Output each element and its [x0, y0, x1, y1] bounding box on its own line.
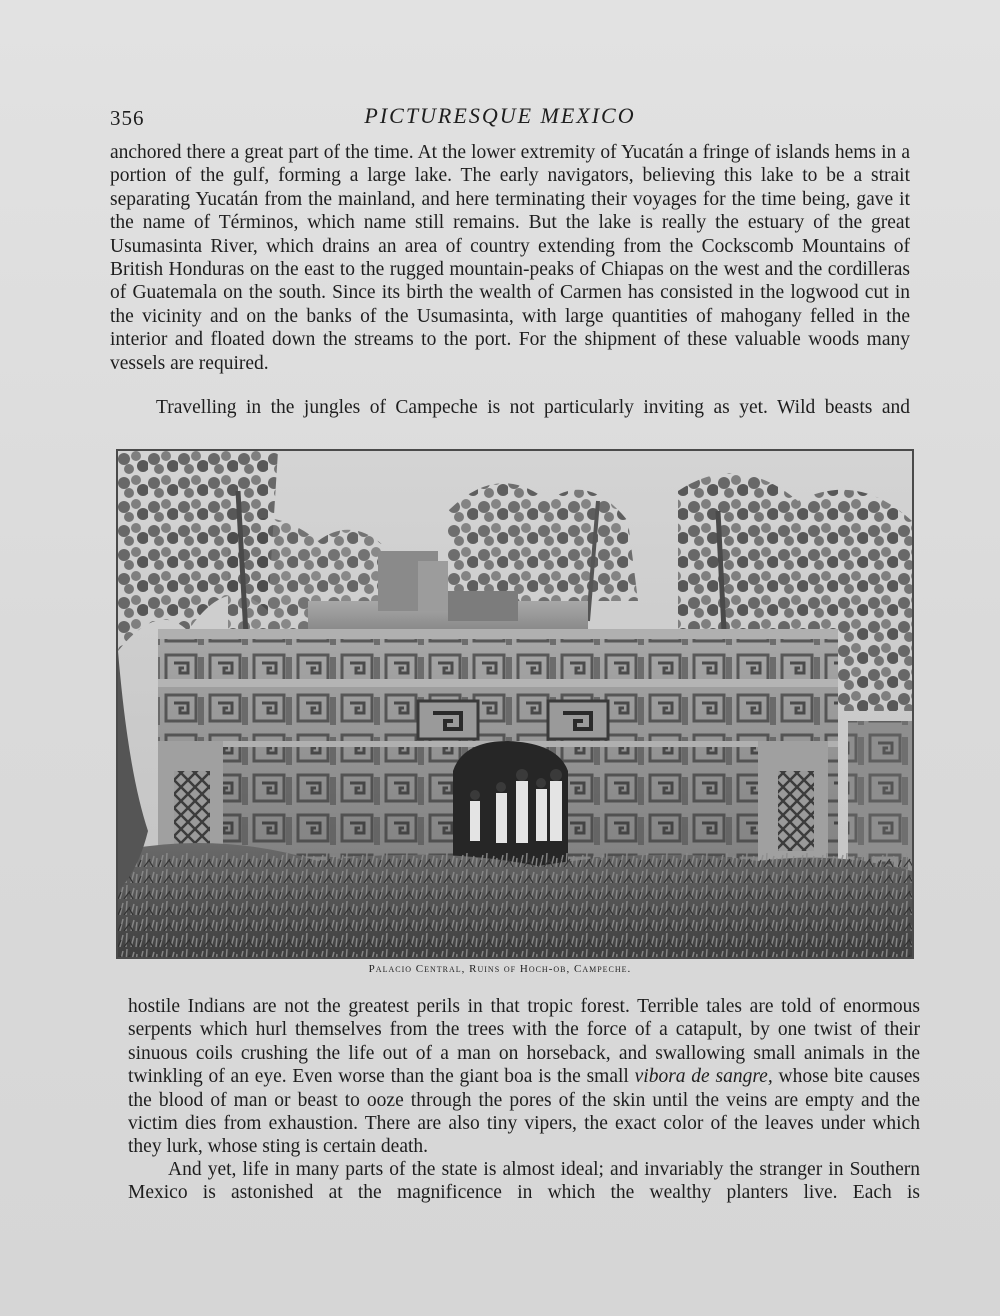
paragraph-4: And yet, life in many parts of the state is almost ideal; and invariably the stranger in Southern Mexico is astonished at the magnificence in which the wealthy planters live. Each is: [128, 1159, 920, 1204]
paragraph-3: [128, 995, 920, 1159]
running-title: PICTURESQUE MEXICO: [364, 103, 636, 128]
paragraph-3-text-b: whose bite causes the blood of man or beast to ooze through the pores of the skin until the veins are empty and the victim dies from exhaustion. There are also tiny vipers, the exact color of the leaves under which they lurk, whose sting is certain death.: [128, 1066, 920, 1158]
paragraph-3-italic-term: vibora de sangre,: [634, 1066, 773, 1088]
paragraph-2: Travelling in the jungles of Campeche is not particularly inviting as yet. Wild beasts and: [156, 397, 910, 418]
paragraph-3-text-a: hostile Indians are not the greatest perils in that tropic forest. Terrible tales are told of enormous serpents which hurl themselves from the trees with the force of a catapult, by one twist of their sinuous coils crushing the life out of a man on horseback, and swallowing small animals in the twinkling of an eye. Even worse than the giant boa is the small: [128, 996, 920, 1088]
ruins-photograph: [116, 449, 914, 959]
paragraph-1: anchored there a great part of the time. At the lower extremity of Yucatán a fringe of islands hems in a portion of the gulf, forming a large lake. The early navigators, believing this lake to be a strait separating Yucatán from the mainland, and here terminating their voyages for the time being, gave it the name of Términos, which name still remains. But the lake is really the estuary of the great Usumasinta River, which drains an area of country extending from the Cockscomb Mountains of British Honduras on the east to the rugged mountain-peaks of Chiapas on the west and the cordilleras of Guatemala on the south. Since its birth the wealth of Carmen has consisted in the logwood cut in the vicinity and on the banks of the Usumasinta, with large quantities of mahogany felled in the interior and floated down the streams to the port. For the shipment of these valuable woods many vessels are required.: [110, 142, 910, 374]
figure-caption: Palacio Central, Ruins of Hoch-ob, Campeche.: [368, 963, 632, 975]
page-number: 356: [110, 106, 145, 130]
